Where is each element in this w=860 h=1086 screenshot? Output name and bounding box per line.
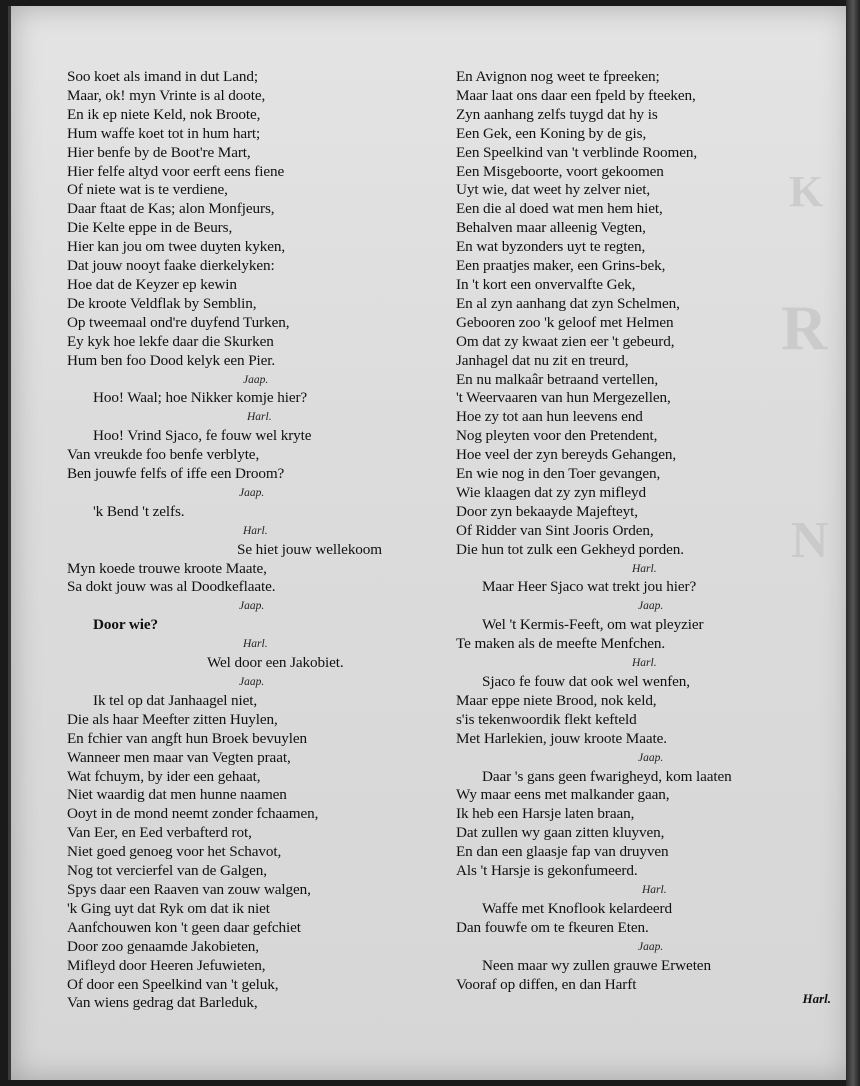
left-verse-line: Wanneer men maar van Vegten praat, [67, 748, 291, 766]
speaker-label: Jaap. [638, 600, 664, 613]
right-verse-line: Ik heb een Harsje laten braan, [456, 805, 635, 823]
right-verse-line: Wy maar eens met malkander gaan, [456, 786, 670, 804]
right-verse-line: Maar eppe niete Brood, nok keld, [456, 691, 657, 709]
left-verse-line: Wel door een Jakobiet. [207, 654, 344, 672]
speaker-label: Harl. [247, 411, 272, 424]
right-verse-line: Hoe veel der zyn bereyds Gehangen, [456, 446, 677, 464]
right-verse-line: In 't kort een onvervalfte Gek, [456, 275, 636, 293]
book-page [8, 6, 851, 1080]
speaker-label: Harl. [632, 562, 657, 575]
right-verse-line: Dan fouwfe om te fkeuren Eten. [456, 918, 649, 936]
left-verse-line: Of door een Speelkind van 't geluk, [67, 975, 279, 993]
left-verse-line: Hoe dat de Keyzer ep kewin [67, 275, 237, 293]
left-verse-line: En ik ep niete Keld, nok Broote, [67, 105, 261, 123]
bleed-through-n: N [791, 512, 829, 569]
speaker-label: Harl. [642, 883, 667, 896]
right-verse-line: Wel 't Kermis-Feeft, om wat pleyzier [482, 616, 704, 634]
right-verse-line: Uyt wie, dat weet hy zelver niet, [456, 181, 651, 199]
left-verse-column [67, 68, 427, 1013]
left-verse-line: Hier kan jou om twee duyten kyken, [67, 238, 286, 256]
left-verse-line: Ooyt in de mond neemt zonder fchaamen, [67, 805, 319, 823]
left-verse-line: Van vreukde foo benfe verblyte, [67, 446, 260, 464]
right-verse-line: Door zyn bekaayde Majefteyt, [456, 502, 638, 520]
right-verse-line: Een praatjes maker, een Grins-bek, [456, 257, 666, 275]
right-verse-line: En al zyn aanhang dat zyn Schelmen, [456, 294, 680, 312]
right-verse-line: Vooraf op diffen, en dan Harft [456, 975, 637, 993]
catchword: Harl. [802, 991, 831, 1006]
left-verse-line: Myn koede trouwe kroote Maate, [67, 559, 267, 577]
right-verse-line: En nu malkaâr betraand vertellen, [456, 370, 659, 388]
left-verse-line: 'k Bend 't zelfs. [93, 502, 185, 520]
right-verse-line: Wie klaagen dat zy zyn mifleyd [456, 483, 646, 501]
right-verse-line: Daar 's gans geen fwarigheyd, kom laaten [482, 767, 732, 785]
bleed-through-k: K [789, 167, 824, 216]
left-verse-line: Daar ftaat de Kas; alon Monfjeurs, [67, 200, 275, 218]
left-verse-line: Of niete wat is te verdiene, [67, 181, 228, 199]
right-verse-line: Behalven maar alleenig Vegten, [456, 219, 646, 237]
left-verse-line: Ben jouwfe felfs of iffe een Droom? [67, 465, 285, 483]
right-verse-line: Hoe zy tot aan hun leevens end [456, 408, 643, 426]
left-verse-line: Nog tot vercierfel van de Galgen, [67, 862, 267, 880]
left-verse-line: Soo koet als imand in dut Land; [67, 68, 258, 85]
speaker-label: Harl. [243, 638, 268, 651]
right-verse-line: Neen maar wy zullen grauwe Erweten [482, 956, 711, 974]
left-verse-line: Sa dokt jouw was al Doodkeflaate. [67, 578, 276, 596]
right-verse-line: Om dat zy kwaat zien eer 't gebeurd, [456, 332, 675, 350]
speaker-label: Harl. [243, 524, 268, 537]
left-verse-line: Van wiens gedrag dat Barleduk, [67, 994, 258, 1012]
left-verse-line: Niet waardig dat men hunne naamen [67, 786, 287, 804]
right-verse-line: Te maken als de meefte Menfchen. [456, 635, 666, 653]
left-verse-line: Ik tel op dat Janhaagel niet, [93, 691, 258, 709]
right-verse-line: Maar laat ons daar een fpeld by fteeken, [456, 86, 696, 104]
right-verse-line: 't Weervaaren van hun Mergezellen, [456, 389, 671, 407]
left-verse-line: Door wie? [93, 616, 159, 634]
left-verse-line: Mifleyd door Heeren Jefuwieten, [67, 956, 266, 974]
left-verse-line: En fchier van angft hun Broek bevuylen [67, 729, 307, 747]
speaker-label: Harl. [632, 657, 657, 670]
left-verse-line: 'k Ging uyt dat Ryk om dat ik niet [67, 899, 270, 917]
right-verse-line: Een Gek, een Koning by de gis, [456, 124, 647, 142]
left-verse-line: Hum ben foo Dood kelyk een Pier. [67, 351, 276, 369]
right-verse-line: Met Harlekien, jouw kroote Maate. [456, 729, 667, 747]
left-verse-line: Wat fchuym, by ider een gehaat, [67, 767, 261, 785]
left-verse-line: Spys daar een Raaven van zouw walgen, [67, 880, 311, 898]
speaker-label: Jaap. [243, 373, 269, 386]
right-verse-line: Sjaco fe fouw dat ook wel wenfen, [482, 673, 690, 690]
right-verse-line: Een die al doed wat men hem hiet, [456, 200, 663, 218]
right-verse-line: Janhagel dat nu zit en treurd, [456, 351, 629, 369]
left-verse-line: Die als haar Meefter zitten Huylen, [67, 710, 278, 728]
left-verse-line: Door zoo genaamde Jakobieten, [67, 937, 259, 955]
right-verse-line: En wie nog in den Toer gevangen, [456, 465, 661, 483]
left-verse-line: Dat jouw nooyt faake dierkelyken: [67, 257, 275, 275]
right-verse-line: Een Misgeboorte, voort gekoomen [456, 162, 664, 180]
right-verse-line: Maar Heer Sjaco wat trekt jou hier? [482, 578, 697, 596]
speaker-label: Jaap. [239, 676, 265, 688]
right-verse-line: Die hun tot zulk een Gekheyd porden. [456, 540, 684, 558]
left-verse-line: Hum waffe koet tot in hum hart; [67, 124, 261, 142]
left-verse-line: Hier benfe by de Boot're Mart, [67, 143, 251, 161]
bleed-through-r: R [781, 292, 828, 363]
right-verse-line: En Avignon nog weet te fpreeken; [456, 68, 660, 85]
right-verse-line: Gebooren zoo 'k geloof met Helmen [456, 313, 674, 331]
right-verse-line: Of Ridder van Sint Jooris Orden, [456, 521, 654, 539]
speaker-label: Jaap. [638, 751, 664, 764]
right-verse-line: Als 't Harsje is gekonfumeerd. [456, 862, 638, 880]
left-verse-line: Ey kyk hoe lekfe daar die Skurken [67, 332, 274, 350]
left-verse-line: Hoo! Vrind Sjaco, fe fouw wel kryte [93, 427, 312, 445]
left-verse-line: Hoo! Waal; hoe Nikker komje hier? [93, 389, 308, 407]
right-verse-line: Een Speelkind van 't verblinde Roomen, [456, 143, 698, 161]
right-verse-line: En dan een glaasje fap van druyven [456, 843, 669, 861]
left-verse-line: Niet goed genoeg voor het Schavot, [67, 843, 282, 861]
speaker-label: Jaap. [239, 600, 265, 613]
left-verse-line: Die Kelte eppe in de Beurs, [67, 219, 233, 237]
book-binding-edge [846, 0, 860, 1086]
right-verse-line: Nog pleyten voor den Pretendent, [456, 427, 658, 445]
left-verse-line: Aanfchouwen kon 't geen daar gefchiet [67, 918, 301, 936]
right-verse-line: En wat byzonders uyt te regten, [456, 238, 646, 256]
right-verse-line: Dat zullen wy gaan zitten kluyven, [456, 824, 665, 842]
left-verse-line: Se hiet jouw wellekoom [237, 540, 383, 558]
left-verse-line: Op tweemaal ond're duyfend Turken, [67, 313, 290, 331]
right-verse-line: s'is tekenwoordik flekt kefteld [456, 710, 637, 728]
left-verse-line: Van Eer, en Eed verbafterd rot, [67, 824, 252, 842]
speaker-label: Jaap. [239, 486, 265, 499]
left-verse-line: Hier felfe altyd voor eerft eens fiene [67, 162, 285, 180]
right-verse-column [456, 68, 846, 994]
left-verse-line: Maar, ok! myn Vrinte is al doote, [67, 86, 266, 104]
right-verse-line: Zyn aanhang zelfs tuygd dat hy is [456, 105, 658, 123]
speaker-label: Jaap. [638, 940, 664, 953]
right-verse-line: Waffe met Knoflook kelardeerd [482, 899, 672, 917]
left-verse-line: De kroote Veldflak by Semblin, [67, 294, 257, 312]
